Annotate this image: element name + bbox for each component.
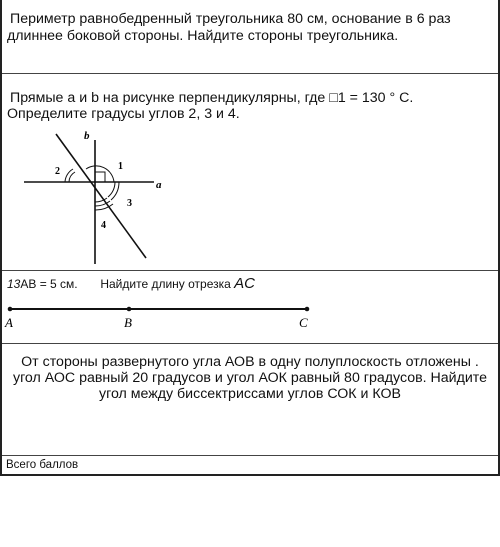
task-3-segment: AB = 5 см. [20,277,78,291]
task-4-row [2,344,498,456]
angle-1-arc [86,166,114,182]
task-3-target: AC [234,275,255,292]
label-b: b [84,130,90,142]
task-3-prefix: 13 [7,277,21,291]
angle-2-arc-inner [69,172,75,182]
label-point-a: A [5,315,13,330]
task-3-text [7,275,255,292]
task-4-line-1: От стороны развернутого угла АОВ в одну полуплоскость отложены . [21,354,479,370]
task-2-line-2: Определите градусы углов 2, 3 и 4. [7,106,240,122]
label-a: a [156,179,162,191]
label-point-c: C [299,315,308,330]
point-c [305,307,310,312]
task-1-line-1: Периметр равнобедренный треугольника 80 см, основание в 6 раз [10,11,451,27]
total-row [2,456,498,474]
perpendicular-lines-figure [22,126,182,266]
label-2: 2 [55,166,60,177]
total-score-label: Всего баллов [6,459,79,471]
point-a [8,307,13,312]
task-1-line-2: длиннее боковой стороны. Найдите стороны треугольника. [7,28,399,44]
task-1-row [2,0,498,74]
angle-3-arc-inner [108,182,115,197]
segment-figure [2,299,332,343]
task-3-question: Найдите длину отрезка [100,277,235,291]
transversal-line [56,134,146,258]
label-1: 1 [118,161,123,172]
task-4-line-3: угол между биссектриссами углов СОК и КОВ [99,386,401,402]
right-angle-mark [95,172,105,182]
label-point-b: B [124,315,132,330]
task-2-line-1: Прямые a и b на рисунке перпендикулярны, где □1 = 130 ° С. [10,90,414,106]
task-3-row [2,271,498,344]
label-3: 3 [127,198,132,209]
point-b [127,307,132,312]
label-4: 4 [101,220,106,231]
task-2-row [2,74,498,271]
task-4-line-2: угол АОС равный 20 градусов и угол АОК равный 80 градусов. Найдите [12,370,488,386]
